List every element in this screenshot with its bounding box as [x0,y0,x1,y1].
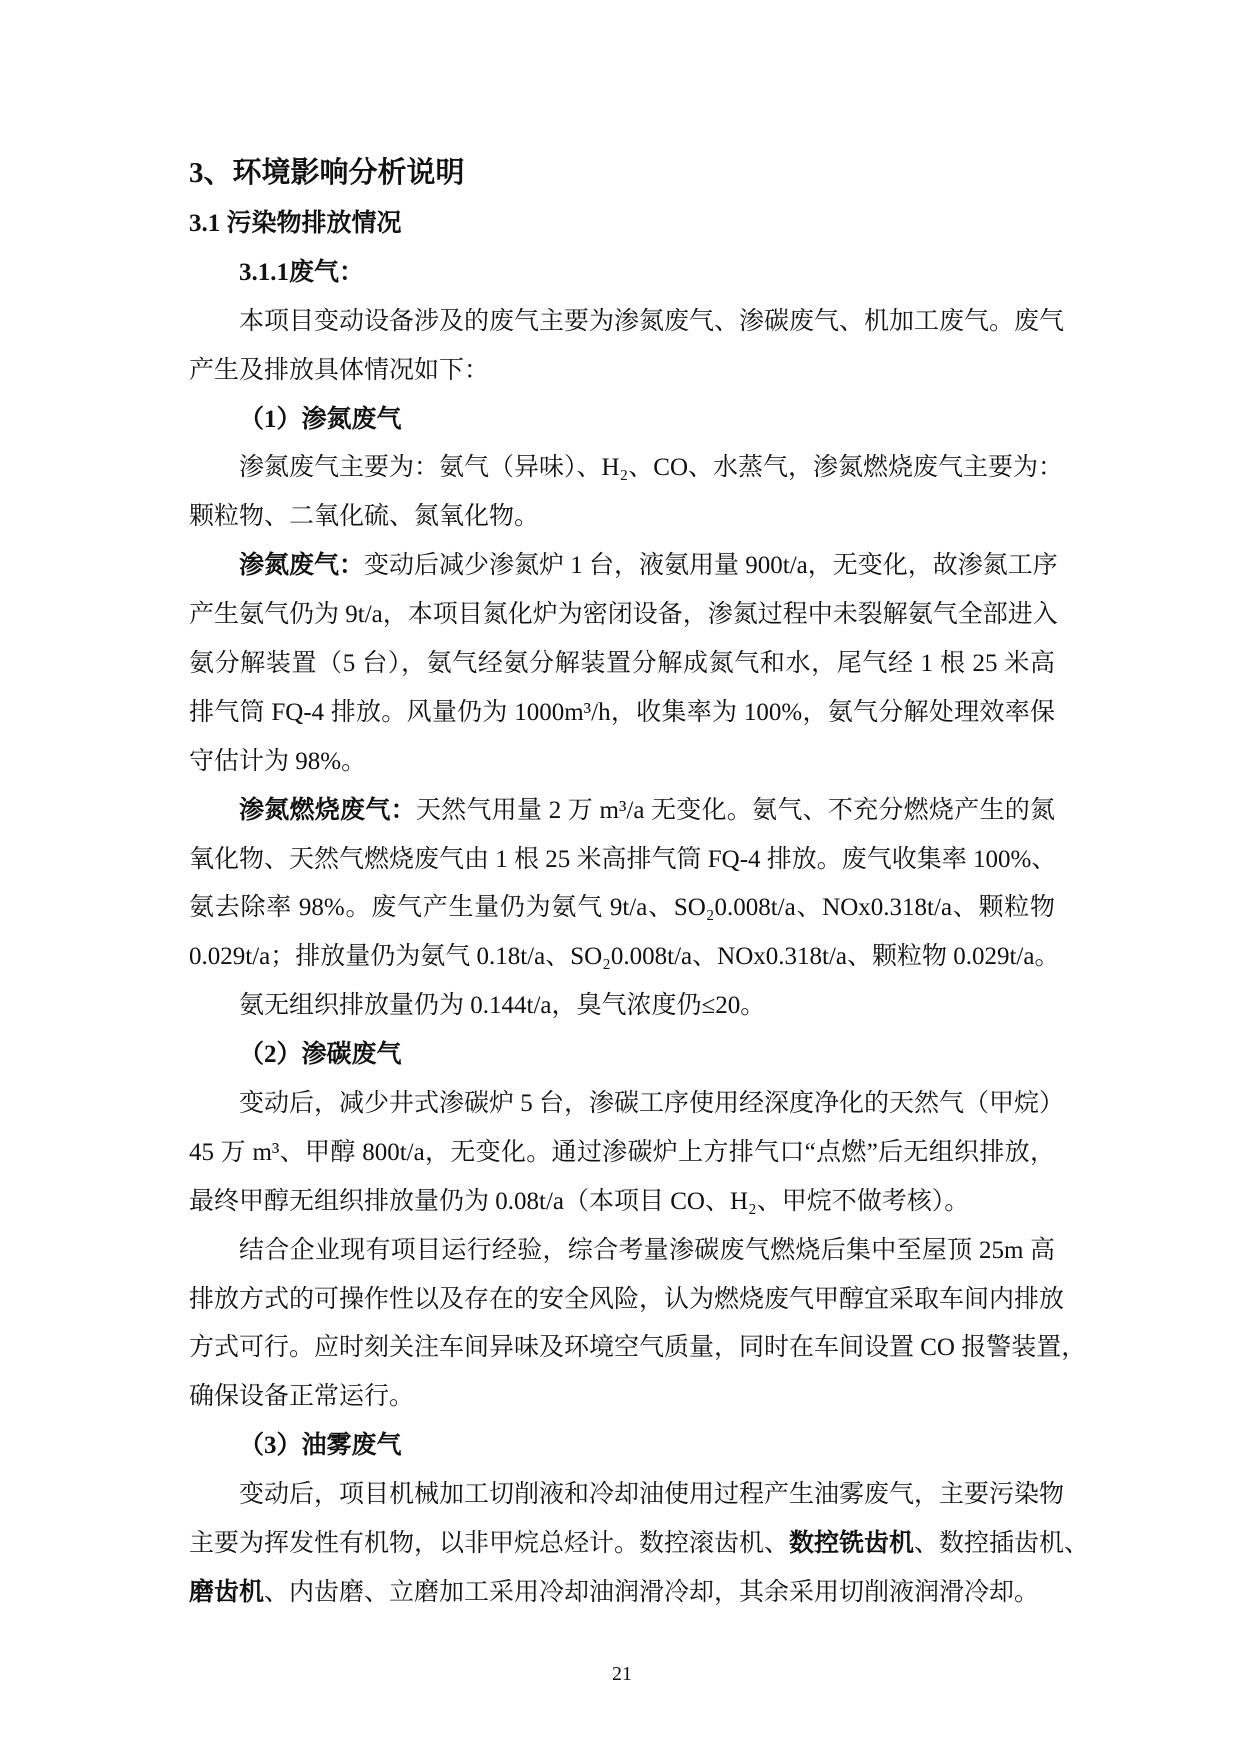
paragraph-line: 氨分解装置（5 台），氨气经氨分解装置分解成氮气和水，尾气经 1 根 25 米高 [189,650,1055,678]
paragraph-line: 变动后，减少井式渗碳炉 5 台，渗碳工序使用经深度净化的天然气（甲烷） [239,1090,1065,1118]
paragraph-text: 、内齿磨、立磨加工采用冷却油润滑冷却，其余采用切削液润滑冷却。 [264,1578,1040,1606]
chapter-heading: 3、环境影响分析说明 [189,157,465,189]
paragraph-line: 氨无组织排放量仍为 0.144t/a，臭气浓度仍≤20。 [239,992,766,1020]
emphasized-machine-name: 磨齿机 [189,1578,265,1606]
paragraph-line: 排气筒 FQ-4 排放。风量仍为 1000m³/h，收集率为 100%，氨气分解处理效率保 [189,698,1055,726]
page-number: 21 [612,1663,632,1685]
nitriding-combustion-paragraph [189,787,1060,983]
paragraph-line: 变动后，项目机械加工切削液和冷却油使用过程产生油雾废气，主要污染物 [239,1481,1065,1509]
nitriding-exhaust-label: 渗氮废气： [239,552,365,580]
paragraph-text: 变动后减少渗氮炉 1 台，液氨用量 900t/a，无变化，故渗氮工序 [364,552,1058,580]
carburizing-assessment-paragraph [189,1227,1087,1423]
paragraph-text: 天然气用量 2 万 m³/a 无变化。氨气、不充分燃烧产生的氮 [415,796,1055,824]
nitriding-combustion-label: 渗氮燃烧废气： [239,796,416,824]
paragraph-line: 渗氮废气主要为：氨气（异味）、H₂、CO、水蒸气，渗氮燃烧废气主要为： [239,454,1064,482]
paragraph-line [189,1569,1055,1618]
nitriding-fugitive-paragraph [189,982,1055,1031]
page-content [189,146,1090,1618]
nitriding-composition-paragraph [189,444,1064,542]
section-title: 3.1 污染物排放情况 [189,210,402,237]
paragraph-line: 产生及排放具体情况如下： [189,356,490,384]
carburizing-description-paragraph [189,1080,1065,1227]
paragraph-line: 确保设备正常运行。 [189,1383,415,1411]
paragraph-line [189,787,1055,836]
paragraph-line: 0.029t/a；排放量仍为氨气 0.18t/a、SO₂0.008t/a、NOx0.318t/a、颗粒物 0.029t/a。 [189,943,1060,971]
subsection-title: 3.1.1废气： [239,258,365,286]
paragraph-line [189,1520,1090,1569]
paragraph-line: 产生氨气仍为 9t/a，本项目氮化炉为密闭设备，渗氮过程中未裂解氨气全部进入 [189,601,1058,629]
emphasized-machine-name: 数控铣齿机 [789,1530,915,1558]
paragraph-line: 守估计为 98%。 [189,747,367,775]
paragraph-text: 主要为挥发性有机物，以非甲烷总烃计。数控滚齿机、 [189,1530,790,1558]
paragraph-line: 方式可行。应时刻关注车间异味及环境空气质量，同时在车间设置 CO 报警装置， [189,1334,1087,1362]
paragraph-line: 氧化物、天然气燃烧废气由 1 根 25 米高排气筒 FQ-4 排放。废气收集率 100%、 [189,845,1057,873]
nitriding-exhaust-paragraph [189,542,1058,786]
intro-paragraph [189,298,1065,396]
paragraph-line: 结合企业现有项目运行经验，综合考量渗碳废气燃烧后集中至屋顶 25m 高 [239,1236,1055,1264]
paragraph-text: 、数控插齿机、 [914,1530,1090,1558]
nitriding-title: （1）渗氮废气 [239,405,402,433]
paragraph-line: 最终甲醇无组织排放量仍为 0.08t/a（本项目 CO、H₂、甲烷不做考核）。 [189,1187,970,1215]
oil-mist-title: （3）油雾废气 [239,1432,402,1460]
paragraph-line: 本项目变动设备涉及的废气主要为渗氮废气、渗碳废气、机加工废气。废气 [239,307,1065,335]
carburizing-title: （2）渗碳废气 [239,1041,402,1069]
paragraph-line: 45 万 m³、甲醇 800t/a，无变化。通过渗碳炉上方排气口“点燃”后无组织排放， [189,1138,1055,1166]
oil-mist-paragraph [189,1471,1090,1618]
paragraph-line [189,542,1058,591]
paragraph-line: 颗粒物、二氧化硫、氮氧化物。 [189,503,540,531]
paragraph-line: 氨去除率 98%。废气产生量仍为氨气 9t/a、SO₂0.008t/a、NOx0.318t/a、颗粒物 [189,894,1055,922]
paragraph-line: 排放方式的可操作性以及存在的安全风险，认为燃烧废气甲醇宜采取车间内排放 [189,1285,1065,1313]
